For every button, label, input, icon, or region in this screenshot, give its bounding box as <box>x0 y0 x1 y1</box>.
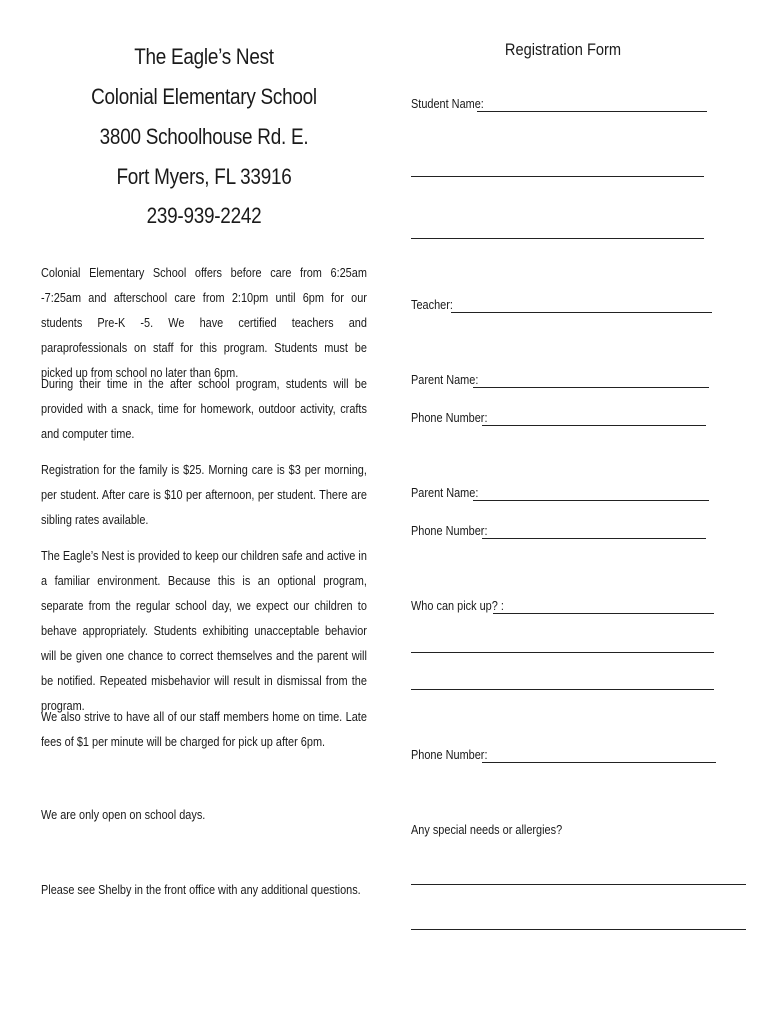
student-name-extra-line-2[interactable] <box>411 238 704 239</box>
phone-number-input-line-1[interactable] <box>482 412 706 426</box>
parent-name-field-1[interactable] <box>411 372 709 388</box>
fees-paragraph: Registration for the family is $25. Morning care is $3 per morning, per student. After care is $10 per afternoon, per student. There are sibling rates available. <box>41 462 367 527</box>
pickup-label: Who can pick up? : <box>411 598 504 613</box>
special-needs-label: Any special needs or allergies? <box>411 822 563 837</box>
parent-name-input-line-1[interactable] <box>473 374 709 388</box>
pickup-field[interactable] <box>411 598 714 614</box>
activities-paragraph: During their time in the after school program, students will be provided with a snack, time for homework, outdoor activity, crafts and computer time. <box>41 376 367 441</box>
contact-note: Please see Shelby in the front office with any additional questions. <box>41 882 361 897</box>
hours-paragraph: Colonial Elementary School offers before care from 6:25am -7:25am and afterschool care from 2:10pm until 6pm for our students Pre-K -5. We have certified teachers and paraprofessionals on staff for this program. Students must be picked up from school no later than 6pm. <box>41 265 367 380</box>
special-needs-field <box>411 822 591 838</box>
pickup-extra-line-2[interactable] <box>411 689 714 690</box>
late-fees-paragraph: We also strive to have all of our staff members home on time. Late fees of $1 per minute will be charged for pick up after 6pm. <box>41 709 367 749</box>
behavior-policy-paragraph: The Eagle’s Nest is provided to keep our children safe and active in a familiar environment. Because this is an optional program, separate from the regular school day, we expect our children to behave appropriately. Students exhibiting unacceptable behavior will be given one chance to correct themselves and the parent will be notified. Repeated misbehavior will result in dismissal from the program. <box>41 548 367 713</box>
student-name-field[interactable] <box>411 96 707 112</box>
program-name: The Eagle’s Nest <box>134 44 274 69</box>
phone-number-label-3: Phone Number: <box>411 747 488 762</box>
parent-name-label-2: Parent Name: <box>411 485 479 500</box>
special-needs-line-1[interactable] <box>411 884 746 885</box>
school-city-state-zip: Fort Myers, FL 33916 <box>116 164 292 189</box>
parent-name-label-1: Parent Name: <box>411 372 479 387</box>
teacher-field[interactable] <box>411 297 712 313</box>
phone-number-field-1[interactable] <box>411 410 706 426</box>
parent-name-input-line-2[interactable] <box>473 487 709 501</box>
phone-number-input-line-2[interactable] <box>482 525 706 539</box>
student-name-input-line[interactable] <box>477 98 707 112</box>
parent-name-field-2[interactable] <box>411 485 709 501</box>
school-name: Colonial Elementary School <box>91 84 317 109</box>
student-name-extra-line-1[interactable] <box>411 176 704 177</box>
pickup-extra-line-1[interactable] <box>411 652 714 653</box>
teacher-label: Teacher: <box>411 297 453 312</box>
pickup-input-line[interactable] <box>493 600 714 614</box>
student-name-label: Student Name: <box>411 96 484 111</box>
phone-number-label-1: Phone Number: <box>411 410 488 425</box>
teacher-input-line[interactable] <box>451 299 712 313</box>
phone-number-label-2: Phone Number: <box>411 523 488 538</box>
phone-number-field-2[interactable] <box>411 523 706 539</box>
phone-number-input-line-3[interactable] <box>482 749 716 763</box>
school-phone-number: 239-939-2242 <box>146 203 262 228</box>
special-needs-line-2[interactable] <box>411 929 746 930</box>
phone-number-field-3[interactable] <box>411 747 716 763</box>
school-street-address: 3800 Schoolhouse Rd. E. <box>99 124 309 149</box>
school-days-note: We are only open on school days. <box>41 807 206 822</box>
form-title: Registration Form <box>504 40 622 59</box>
